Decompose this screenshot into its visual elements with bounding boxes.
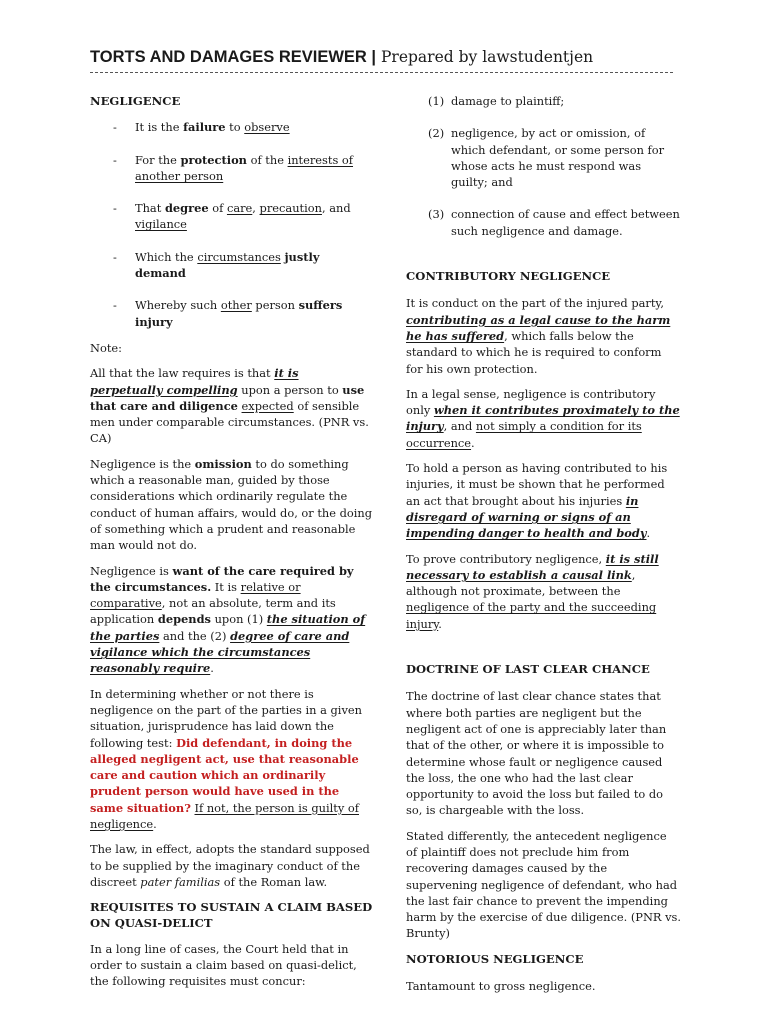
list-item: (2) negligence, by act or omission, of which defendant, or some person for whose acts he must respond was guilty; and xyxy=(428,126,665,190)
paragraph: To prove contributory negligence, it is still necessary to establish a causal link, although not proximate, between the negligence of the party and the succeeding injury. xyxy=(406,551,659,631)
paragraph: In determining whether or not there is negligence on the part of the parties in a given situation, jurisprudence has laid down the following test: Did defendant, in doing the alleged negligent act, use that reasonable care and caution which an ordinarily prudent person would have used in the same situation? If not, the person is guilty of negligence. xyxy=(90,686,362,831)
paragraph: Tantamount to gross negligence. xyxy=(406,979,596,994)
list-item: - For the protection of the interests of another person xyxy=(113,152,354,183)
list-item: - Which the circumstances justly demand xyxy=(113,249,320,281)
list-item: - That degree of care, precaution, and vigilance xyxy=(113,201,351,232)
document-title: TORTS AND DAMAGES REVIEWER | xyxy=(90,48,377,66)
paragraph: All that the law requires is that it is perpetually compelling upon a person to use that care and diligence expected of sensible men under comparable circumstances. (PNR vs. CA) xyxy=(90,366,369,446)
paragraph: Negligence is want of the care required by the circumstances. It is relative or comparative, not an absolute, term and its application depends upon (1) the situation of the parties and the (2) degree of care and vigilance which the circumstances reasonably require. xyxy=(90,563,366,676)
paragraph: The law, in effect, adopts the standard supposed to be supplied by the imaginary conduct of the discreet pater familias of the Roman law. xyxy=(90,842,370,889)
section-heading-requisites: REQUISITES TO SUSTAIN A CLAIM BASED ON QUASI-DELICT xyxy=(90,900,373,931)
section-heading-contributory: CONTRIBUTORY NEGLIGENCE xyxy=(406,269,611,284)
list-item: - It is the failure to observe xyxy=(113,120,290,135)
negligence-elements-list xyxy=(90,119,373,330)
document-byline: Prepared by lawstudentjen xyxy=(381,48,594,66)
header-divider xyxy=(90,72,673,73)
negligence-test-question: Did defendant, in doing the alleged negligent act, use that reasonable care and caution which an ordinarily prudent person would have used in the same situation? xyxy=(90,735,359,815)
list-item: (3) connection of cause and effect between such negligence and damage. xyxy=(428,207,680,238)
paragraph: In a legal sense, negligence is contributory only when it contributes proximately to the injury, and not simply a condition for its occurrence. xyxy=(406,386,680,450)
note-label: Note: xyxy=(90,340,122,355)
paragraph: Negligence is the omission to do something which a reasonable man, guided by those considerations which ordinarily regulate the conduct of human affairs, would do, or the doing of something which a prudent and reasonable man would not do. xyxy=(90,456,373,553)
paragraph: The doctrine of last clear chance states that where both parties are negligent but the negligent act of one is appreciably later than that of the other, or where it is impossible to determine whose fault or negligence caused the loss, the one who had the last clear opportunity to avoid the loss but failed to do so, is chargeable with the loss. xyxy=(406,689,667,818)
list-item: - Whereby such other person suffers injury xyxy=(113,298,343,329)
list-item: (1) damage to plaintiff; xyxy=(428,94,565,108)
requisites-list xyxy=(406,93,681,239)
page-header xyxy=(90,48,675,67)
section-heading-notorious: NOTORIOUS NEGLIGENCE xyxy=(406,951,584,966)
right-column xyxy=(406,93,681,994)
paragraph: Stated differently, the antecedent negligence of plaintiff does not preclude him from recovering damages caused by the supervening negligence of defendant, who had the last fair chance to prevent the impending harm by the exercise of due diligence. (PNR vs. Brunty) xyxy=(406,828,682,941)
paragraph: In a long line of cases, the Court held that in order to sustain a claim based on quasi-delict, the following requisites must concur: xyxy=(90,941,357,989)
section-heading-last-clear-chance: DOCTRINE OF LAST CLEAR CHANCE xyxy=(406,662,650,677)
left-column xyxy=(90,93,373,990)
paragraph: To hold a person as having contributed to his injuries, it must be shown that he performed an act that brought about his injuries in disregard of warning or signs of an impending danger to health and body. xyxy=(406,461,668,541)
section-heading-negligence: NEGLIGENCE xyxy=(90,94,181,108)
paragraph: It is conduct on the part of the injured party, contributing as a legal cause to the harm he has suffered, which falls below the standard to which he is required to conform for his own protection. xyxy=(406,296,671,376)
